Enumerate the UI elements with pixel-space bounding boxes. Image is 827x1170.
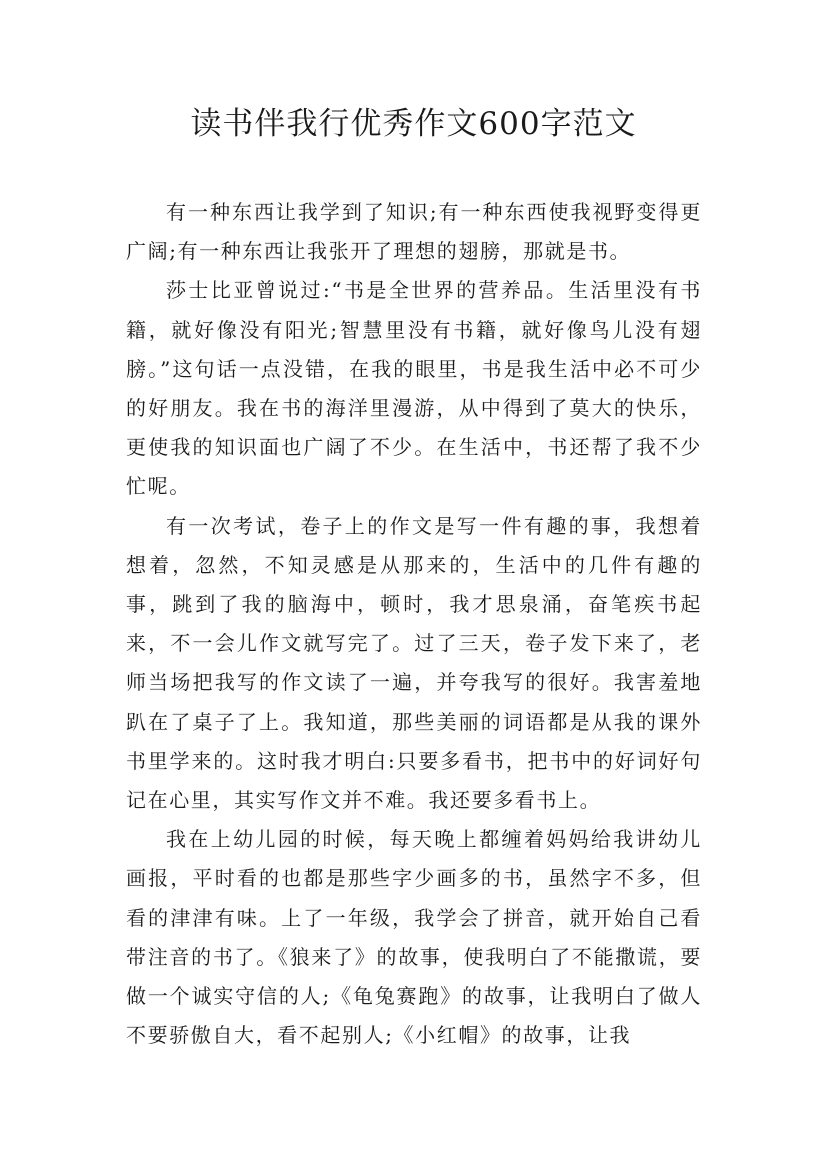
paragraph-2: 莎士比亚曾说过:“书是全世界的营养品。生活里没有书籍，就好像没有阳光;智慧里没有书籍，就好像鸟儿没有翅膀。”这句话一点没错，在我的眼里，书是我生活中必不可少的好朋友。我在书的海洋里漫游，从中得到了莫大的快乐，更使我的知识面也广阔了不少。在生活中，书还帮了我不少忙呢。 — [126, 278, 702, 499]
paragraph-4: 我在上幼儿园的时候，每天晚上都缠着妈妈给我讲幼儿画报，平时看的也都是那些字少画多的书，虽然字不多，但看的津津有味。上了一年级，我学会了拼音，就开始自己看带注音的书了。《狼来了》的故事，使我明白了不能撒谎，要做一个诚实守信的人;《龟兔赛跑》的故事，让我明白了做人不要骄傲自大，看不起别人;《小红帽》的故事，让我 — [126, 827, 702, 1048]
document-body — [126, 193, 702, 1055]
document-title: 读书伴我行优秀作文600字范文 — [190, 106, 637, 142]
paragraph-1: 有一种东西让我学到了知识;有一种东西使我视野变得更广阔;有一种东西让我张开了理想的翅膀，那就是书。 — [126, 200, 702, 264]
paragraph-3: 有一次考试，卷子上的作文是写一件有趣的事，我想着想着，忽然，不知灵感是从那来的，生活中的几件有趣的事，跳到了我的脑海中，顿时，我才思泉涌，奋笔疾书起来，不一会儿作文就写完了。过了三天，卷子发下来了，老师当场把我写的作文读了一遍，并夸我写的很好。我害羞地趴在了桌子了上。我知道，那些美丽的词语都是从我的课外书里学来的。这时我才明白:只要多看书，把书中的好词好句记在心里，其实写作文并不难。我还要多看书上。 — [126, 513, 702, 813]
